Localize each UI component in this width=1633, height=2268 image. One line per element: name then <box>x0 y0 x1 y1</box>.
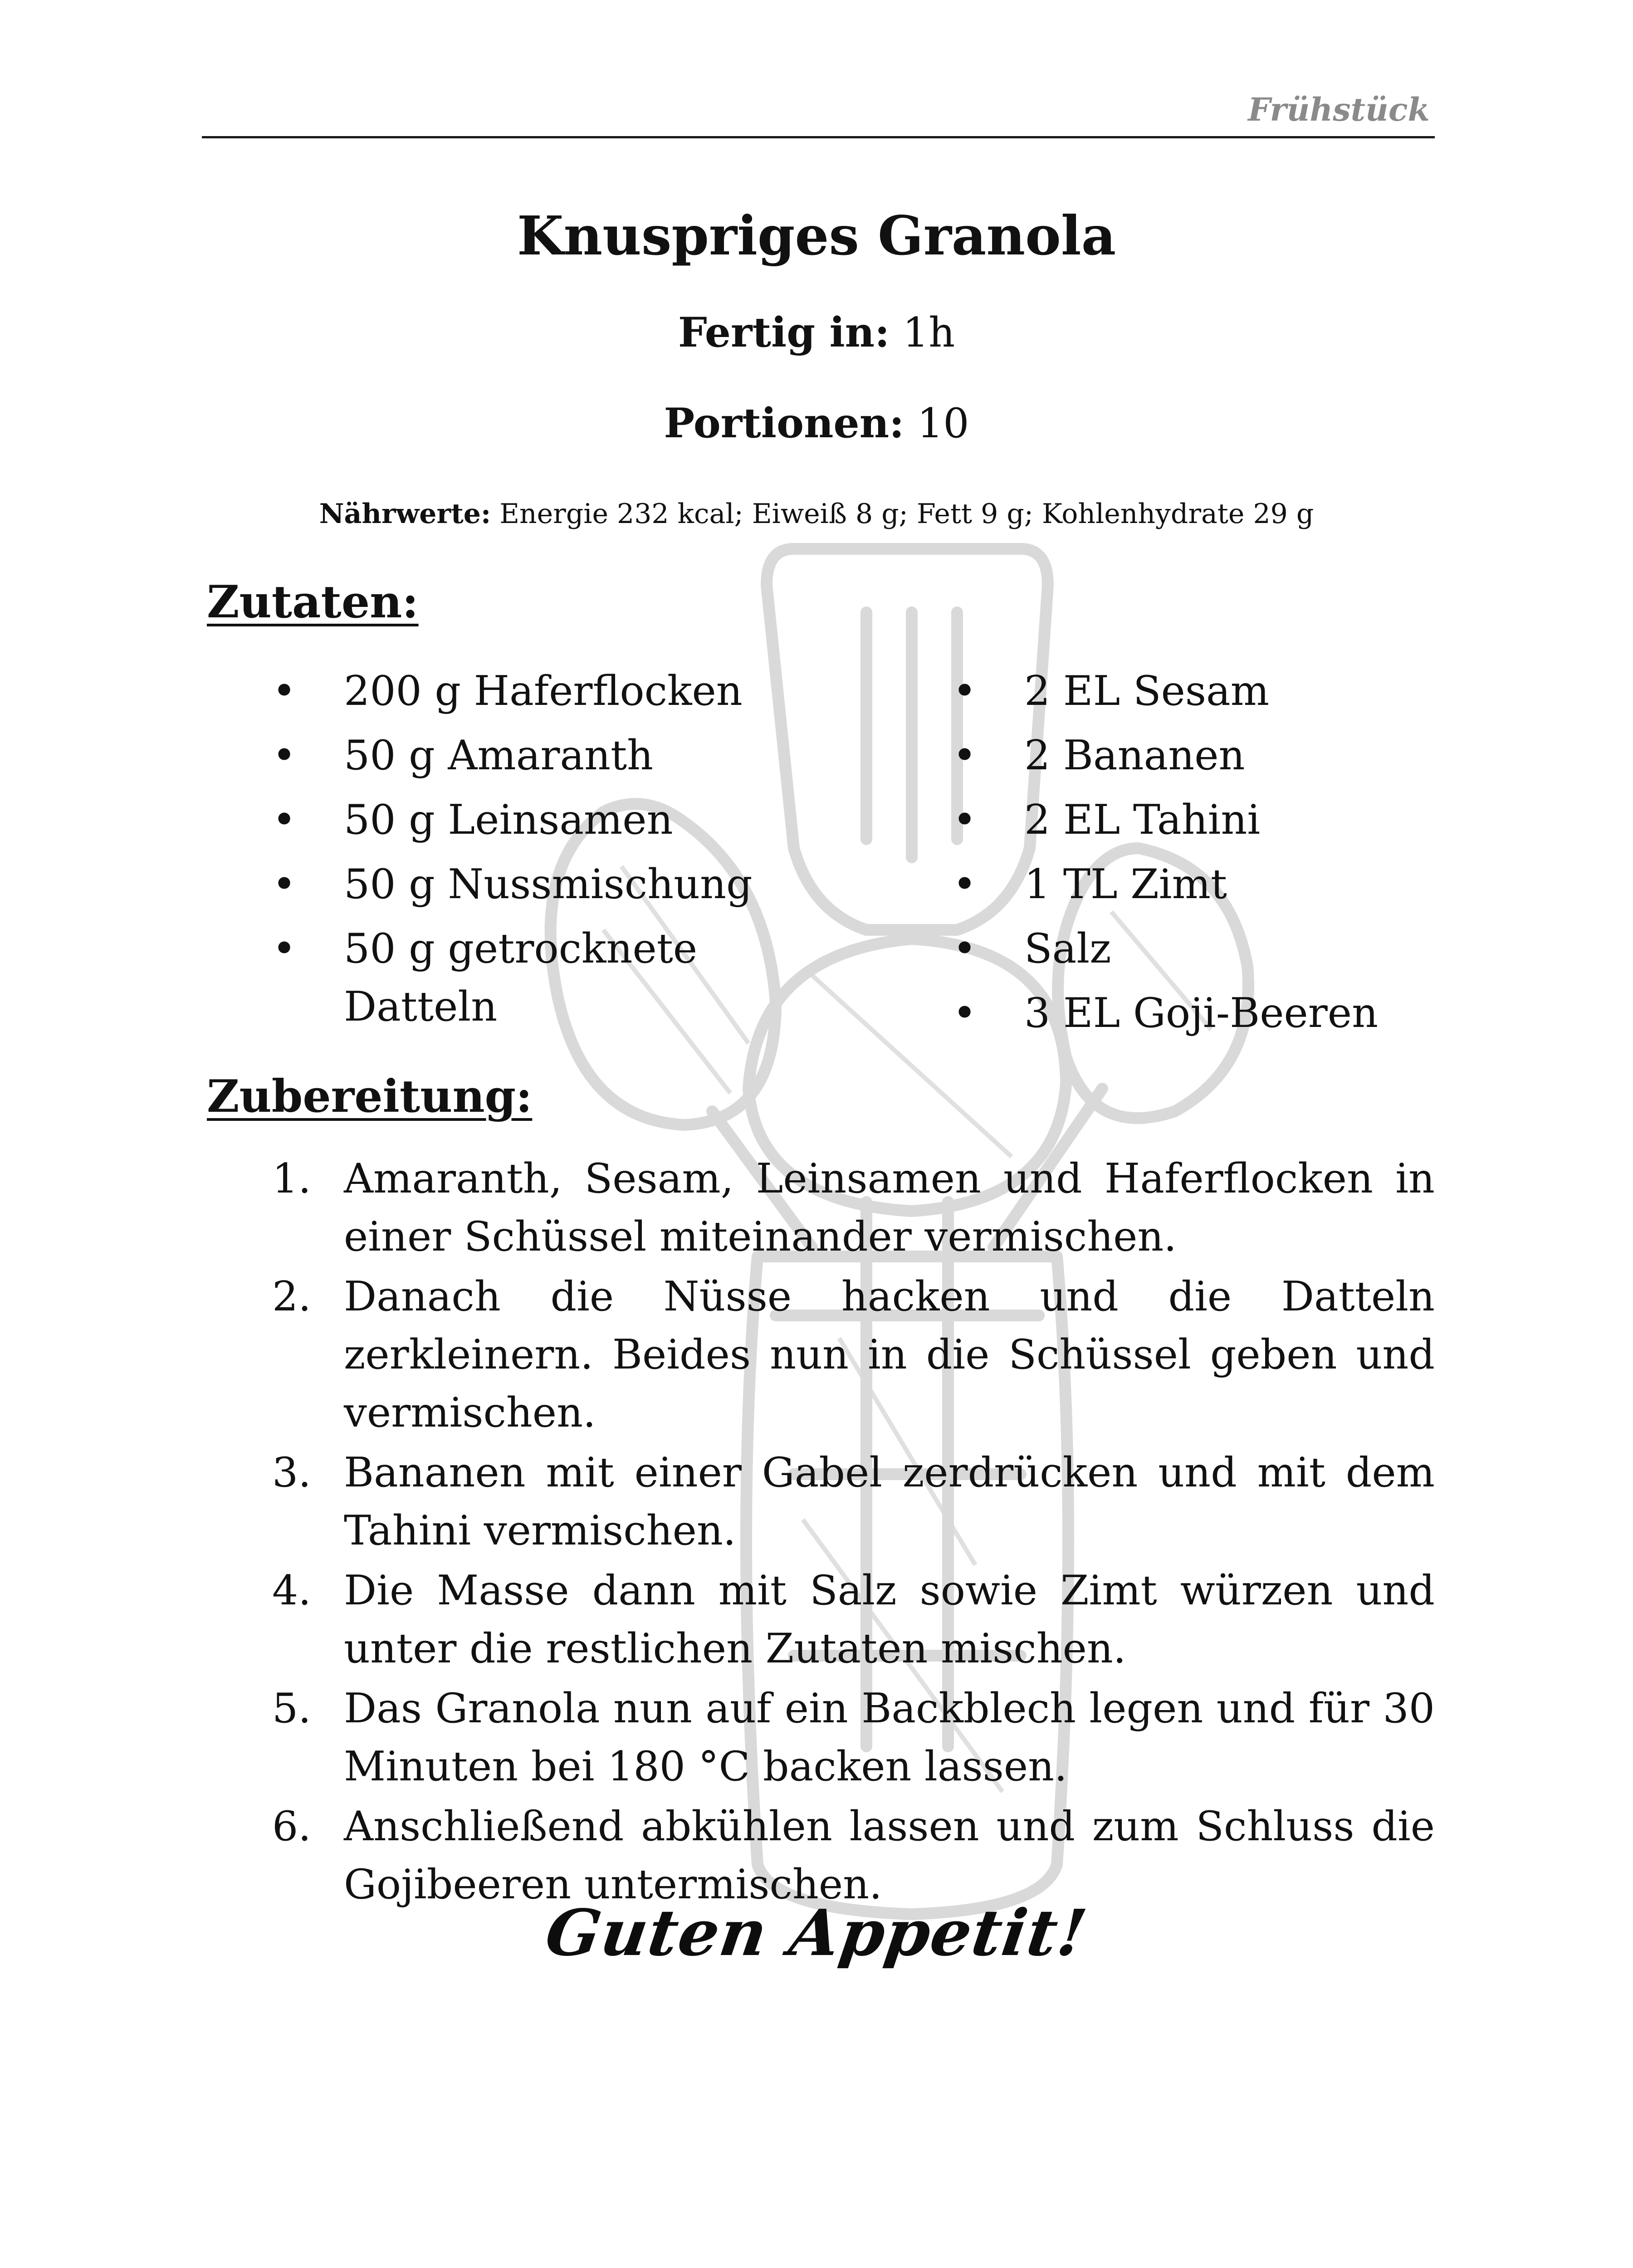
ingredient: 2 EL Sesam <box>1024 667 1270 715</box>
ingredient: 1 TL Zimt <box>1024 860 1227 908</box>
step-text: Das Granola nun auf ein Backblech legen und für 30 Minuten bei 180 °C backen lassen. <box>344 1685 1435 1790</box>
preparation-steps <box>272 1150 1435 1916</box>
list-item <box>953 791 1497 849</box>
step-text: Anschließend abkühlen lassen und zum Schluss die Gojibeeren untermischen. <box>344 1803 1435 1908</box>
nutrition-label: Nährwerte: <box>319 498 491 530</box>
step-number: 5. <box>272 1685 311 1732</box>
bullet-icon: • <box>953 796 977 844</box>
ready-time <box>0 308 1633 357</box>
portions-value: 10 <box>917 400 969 447</box>
list-item <box>953 662 1497 720</box>
bullet-icon: • <box>953 989 977 1037</box>
portions <box>0 399 1633 447</box>
step-number: 6. <box>272 1803 311 1850</box>
bullet-icon: • <box>272 732 297 779</box>
ready-value: 1h <box>902 309 955 357</box>
list-item <box>953 727 1497 785</box>
ingredient: 50 g Leinsamen <box>344 796 673 844</box>
portions-label: Portionen: <box>664 399 905 447</box>
step-text: Danach die Nüsse hacken und die Datteln zerkleinern. Beides nun in die Schüssel geben und vermischen. <box>344 1273 1435 1437</box>
step-number: 1. <box>272 1155 311 1202</box>
bullet-icon: • <box>272 860 297 908</box>
ingredient: 200 g Haferflocken <box>344 667 743 715</box>
step-text: Bananen mit einer Gabel zerdrücken und mit dem Tahini vermischen. <box>344 1449 1435 1554</box>
nutrition-info <box>0 498 1633 530</box>
ready-label: Fertig in: <box>678 308 890 357</box>
list-item <box>272 855 953 914</box>
list-item <box>272 1444 1435 1560</box>
ingredient: 3 EL Goji-Beeren <box>1024 989 1379 1037</box>
running-head: Frühstück <box>1248 91 1430 128</box>
ingredient: 50 g getrocknete Datteln <box>344 925 698 1031</box>
list-item <box>953 920 1497 978</box>
bullet-icon: • <box>953 860 977 908</box>
list-item <box>272 920 698 1036</box>
ingredients-list-right <box>953 662 1497 1049</box>
signoff: Guten Appetit! <box>541 1896 1092 1970</box>
step-number: 3. <box>272 1449 311 1496</box>
ingredient: 2 EL Tahini <box>1024 796 1261 844</box>
list-item <box>953 984 1497 1042</box>
bullet-icon: • <box>272 796 297 844</box>
bullet-icon: • <box>272 667 297 715</box>
step-number: 2. <box>272 1273 311 1320</box>
step-text: Die Masse dann mit Salz sowie Zimt würzen und unter die restlichen Zutaten mischen. <box>344 1567 1435 1672</box>
list-item <box>953 855 1497 914</box>
ingredients-list-left <box>272 662 953 1042</box>
ingredient: Salz <box>1024 925 1111 973</box>
list-item <box>272 791 953 849</box>
ingredients-heading: Zutaten: <box>207 576 419 628</box>
list-item <box>272 662 953 720</box>
list-item <box>272 1562 1435 1678</box>
list-item <box>272 1680 1435 1796</box>
bullet-icon: • <box>953 667 977 715</box>
bullet-icon: • <box>272 925 297 973</box>
bullet-icon: • <box>953 925 977 973</box>
list-item <box>272 1268 1435 1442</box>
step-number: 4. <box>272 1567 311 1614</box>
ingredient: 50 g Nussmischung <box>344 860 753 908</box>
nutrition-value: Energie 232 kcal; Eiweiß 8 g; Fett 9 g; Kohlenhydrate 29 g <box>499 498 1314 530</box>
header-rule <box>202 136 1435 138</box>
list-item <box>272 727 953 785</box>
step-text: Amaranth, Sesam, Leinsamen und Haferflocken in einer Schüssel miteinander vermischen. <box>344 1155 1435 1261</box>
recipe-title: Knuspriges Granola <box>517 204 1116 267</box>
bullet-icon: • <box>953 732 977 779</box>
ingredient: 2 Bananen <box>1024 732 1245 779</box>
ingredient: 50 g Amaranth <box>344 732 654 779</box>
preparation-heading: Zubereitung: <box>207 1070 533 1123</box>
list-item <box>272 1150 1435 1266</box>
